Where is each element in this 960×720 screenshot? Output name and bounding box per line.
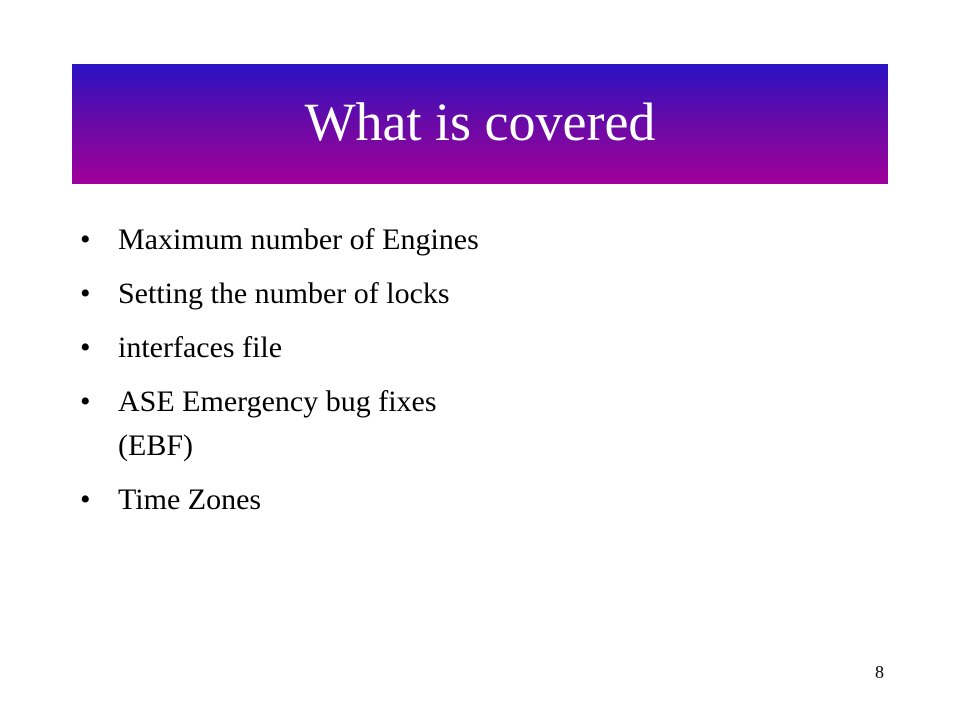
bullet-item bbox=[80, 478, 480, 522]
bullet-item bbox=[80, 380, 480, 468]
bullet-text: interfaces file bbox=[118, 331, 283, 364]
bullet-text: Maximum number of Engines bbox=[118, 223, 479, 256]
bullet-item bbox=[80, 326, 480, 370]
bullet-item bbox=[80, 218, 480, 262]
slide-title: What is covered bbox=[304, 92, 656, 152]
bullet-dot-icon: • bbox=[80, 331, 91, 364]
bullet-text: Setting the number of locks bbox=[118, 277, 450, 310]
page-number: 8 bbox=[875, 662, 884, 682]
bullet-dot-icon: • bbox=[80, 223, 91, 256]
bullet-list bbox=[80, 218, 480, 532]
bullet-dot-icon: • bbox=[80, 277, 91, 310]
bullet-text: Time Zones bbox=[118, 483, 262, 516]
bullet-text: ASE Emergency bug fixes (EBF) bbox=[118, 385, 437, 462]
bullet-dot-icon: • bbox=[80, 385, 91, 418]
title-banner bbox=[72, 64, 888, 184]
bullet-dot-icon: • bbox=[80, 483, 91, 516]
bullet-item bbox=[80, 272, 480, 316]
